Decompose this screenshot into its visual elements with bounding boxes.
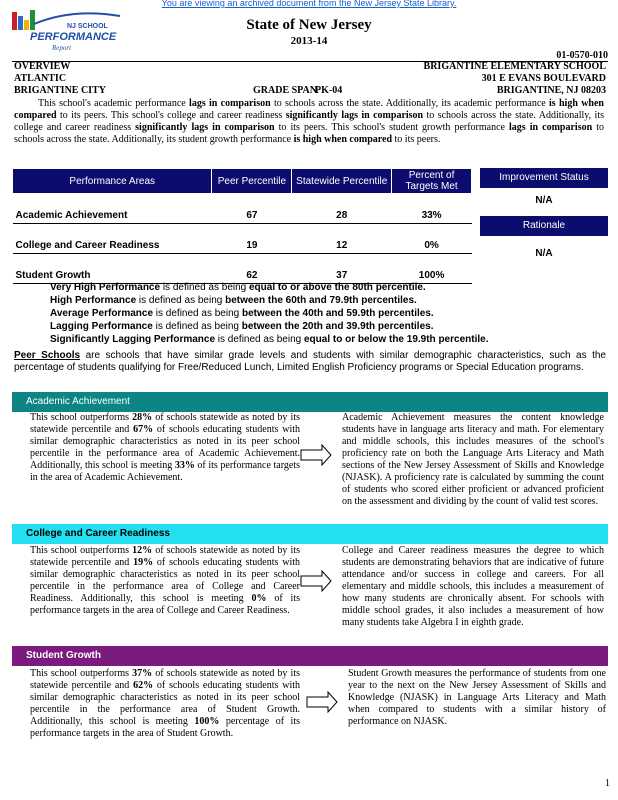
table-row: Academic Achievement 67 28 33% xyxy=(13,194,472,224)
page-number: 1 xyxy=(605,778,610,789)
legend-item: Very High Performance is defined as being equal to or above the 80th percentile. xyxy=(50,282,426,293)
header-statewide-percentile: Statewide Percentile xyxy=(292,169,392,194)
school-code: 01-0570-010 xyxy=(556,50,608,61)
grade-span-value: PK-04 xyxy=(315,85,343,96)
section-header-academic: Academic Achievement xyxy=(12,392,608,412)
school-address: 301 E EVANS BOULEVARD xyxy=(481,73,606,84)
legend-item: Average Performance is defined as being between the 40th and 59.9th percentiles. xyxy=(50,308,434,319)
grade-span-label: GRADE SPAN xyxy=(253,85,317,96)
legend-item: High Performance is defined as being between the 60th and 79.9th percentiles. xyxy=(50,295,417,306)
intro-summary: This school's academic performance lags in comparison to schools across the state. Additionally, its academic performance is high when compared to its peers. This school's college and career readiness significantly lags in comparison to schools across the state. Additionally, its college and career readiness significantly lags in comparison to its peers. This school's student growth performance lags in comparison to schools across the state. Additionally, its student growth performance is high when compared to its peers. xyxy=(14,98,604,145)
header-performance-areas: Performance Areas xyxy=(13,169,212,194)
arrow-right-icon xyxy=(306,691,338,713)
city: BRIGANTINE CITY xyxy=(14,85,106,96)
overview-label: OVERVIEW xyxy=(14,61,71,72)
school-name: BRIGANTINE ELEMENTARY SCHOOL xyxy=(423,61,606,72)
improvement-status-box xyxy=(480,168,608,206)
page-title: State of New Jersey xyxy=(246,17,372,33)
city-state-zip: BRIGANTINE, NJ 08203 xyxy=(496,85,606,96)
header-targets-met: Percent of Targets Met xyxy=(392,169,472,194)
rationale-value: N/A xyxy=(535,248,553,259)
county: ATLANTIC xyxy=(14,73,67,84)
legend-item: Significantly Lagging Performance is defined as being equal to or below the 19.9th percentile. xyxy=(50,334,489,345)
growth-summary: This school outperforms 37% of schools statewide as noted by its statewide percentile and 62% of schools educating students with similar demographic characteristics as noted in its peer school percentile in the performance area of Student Growth. Additionally, this school is meeting 100% percentage of its performance targets in the area of Student Growth. xyxy=(30,668,300,739)
header-peer-percentile: Peer Percentile xyxy=(212,169,292,194)
growth-description: Student Growth measures the performance of students from one year to the next on the New Jersey Assessment of Skills and Knowledge (NJASK) in Language Arts Literacy and Math when compared to students with a similar history of performance on NJASK. xyxy=(348,668,606,727)
academic-summary: This school outperforms 28% of schools statewide as noted by its statewide percentile and 67% of schools educating students with similar demographic characteristics as noted in its peer school percentile in the performance area of Academic Achievement. Additionally, this school is meeting 33% of its performance targets in the area of Academic Achievement. xyxy=(30,412,300,483)
section-header-growth: Student Growth xyxy=(12,646,608,666)
rationale-header: Rationale xyxy=(480,216,608,236)
improvement-status-header: Improvement Status xyxy=(480,168,608,188)
table-row: College and Career Readiness 19 12 0% xyxy=(13,224,472,254)
peer-schools-definition: Peer Schools are schools that have similar grade levels and students with similar demographic characteristics, such as the percentage of students qualifying for Free/Reduced Lunch, Limited English Proficiency programs or Special Education programs. xyxy=(14,350,606,373)
arrow-right-icon xyxy=(300,444,332,466)
archived-notice-link[interactable]: You are viewing an archived document from the New Jersey State Library. xyxy=(161,0,457,8)
performance-legend xyxy=(50,281,488,346)
section-header-ccr: College and Career Readiness xyxy=(12,524,608,544)
academic-description: Academic Achievement measures the content knowledge students have in language arts literacy and math. For elementary and middle schools, this includes measures of the school's proficiency rate on both the Language Arts Literacy and Math sections of the New Jersey Assessment of Skills and Knowledge (NJASK). A proficiency rate is calculated by summing the count of students who scored either proficient or advanced proficient on the assessment and dividing by the count of valid test scores. xyxy=(342,412,604,507)
arrow-right-icon xyxy=(300,570,332,592)
improvement-status-value: N/A xyxy=(535,195,553,206)
logo-line1: NJ SCHOOL xyxy=(67,23,108,30)
performance-table xyxy=(12,168,472,284)
school-year: 2013-14 xyxy=(290,35,328,47)
rationale-box xyxy=(480,216,608,259)
logo-line3: Report xyxy=(52,44,72,52)
table-row: Student Growth 62 37 100% xyxy=(13,254,472,284)
logo-line2: PERFORMANCE xyxy=(30,31,117,43)
legend-item: Lagging Performance is defined as being between the 20th and 39.9th percentiles. xyxy=(50,321,434,332)
ccr-summary: This school outperforms 12% of schools statewide as noted by its statewide percentile and 19% of schools educating students with similar demographic characteristics as noted in its peer school percentile in the performance area of College and Career Readiness. Additionally, this school is meeting 0% of its performance targets in the area of College and Career Readiness. xyxy=(30,545,300,616)
ccr-description: College and Career readiness measures the degree to which students are demonstrating behaviors that are indicative of future attendance and/or success in college and careers. For all elementary and middle schools, this includes a measurement of how many students are chronically absent. For schools with middle school grades, it also includes a measurement of how many students take Algebra I in eighth grade. xyxy=(342,545,604,628)
